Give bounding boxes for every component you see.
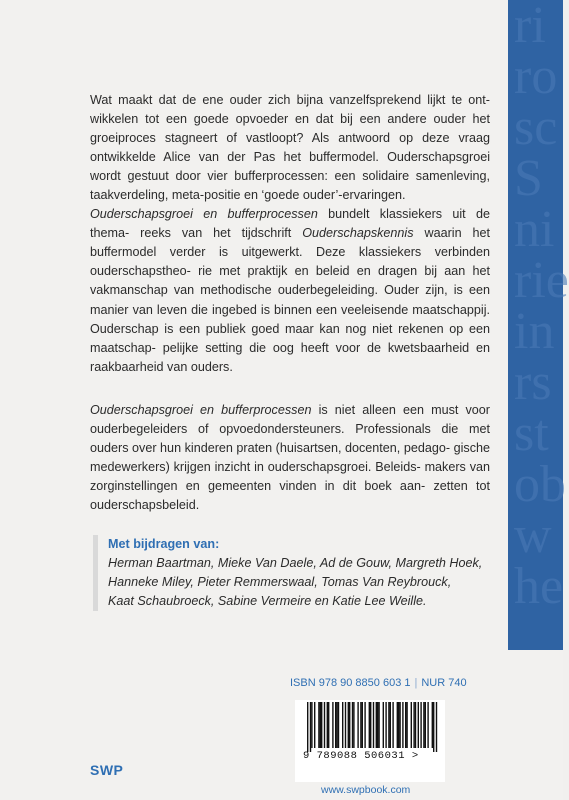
- barcode-bar: [423, 702, 424, 748]
- barcode-bar: [376, 702, 377, 748]
- barcode-bar: [398, 702, 399, 748]
- description-paragraph-2: Ouderschapsgroei en bufferprocessen is niet alleen een must voor ouderbegeleiders of opvoedondersteuners. Professionals die met ouders over hun kinderen praten (huisartsen, docenten, pedago- gische medewerkers) krijgen inzicht in ouderschapsgroei. Beleids- makers van zorginstellingen en gemeenten vinden in dit boek aan- zetten tot ouderschapsbeleid.: [90, 403, 491, 513]
- barcode-bar: [418, 702, 419, 748]
- contributors-line: Kaat Schaubroeck, Sabine Vermeire en Katie Lee Weille.: [108, 594, 427, 608]
- barcode-bar: [413, 702, 414, 748]
- barcode-bar: [420, 702, 421, 748]
- isbn-separator: |: [414, 677, 418, 689]
- barcode-bar: [338, 702, 339, 748]
- barcode-bar: [388, 702, 389, 748]
- contributors-line: Hanneke Miley, Pieter Remmerswaal, Tomas Van Reybrouck,: [108, 575, 452, 589]
- barcode-bar: [321, 702, 322, 748]
- barcode-bar: [399, 702, 400, 748]
- barcode-bar: [327, 702, 328, 748]
- book-title-italic: Ouderschapsgroei en bufferprocessen: [90, 403, 312, 417]
- barcode-bars: [303, 702, 453, 752]
- barcode-bar: [402, 702, 403, 748]
- barcode-bar: [328, 702, 329, 748]
- barcode-bar: [433, 702, 434, 752]
- barcode-bar: [385, 702, 386, 748]
- band-letters: ri ro sc S ni rie in rs st ob w he: [514, 0, 569, 615]
- barcode-bar: [378, 702, 379, 748]
- website-url: www.swpbook.com: [321, 784, 411, 796]
- isbn-line: [290, 677, 467, 689]
- barcode-bar: [415, 702, 416, 748]
- barcode-bar: [357, 702, 358, 748]
- barcode-bar: [377, 702, 378, 748]
- barcode-bar: [360, 702, 361, 748]
- barcode-bar: [307, 702, 308, 752]
- barcode-bar: [348, 702, 349, 748]
- barcode-bar: [345, 702, 346, 748]
- book-title-italic: Ouderschapsgroei en bufferprocessen: [90, 207, 318, 222]
- barcode-bar: [436, 702, 437, 752]
- barcode: [295, 700, 445, 782]
- publisher-logo: SWP: [90, 762, 124, 778]
- barcode-bar: [392, 702, 393, 748]
- barcode-bar: [373, 702, 374, 748]
- contributors-title: Met bijdragen van:: [108, 537, 220, 551]
- barcode-bar: [342, 702, 343, 748]
- barcode-bar: [370, 702, 371, 748]
- barcode-bar: [336, 702, 337, 748]
- contributors-line: Herman Baartman, Mieke Van Daele, Ad de Gouw, Margreth Hoek,: [108, 556, 483, 570]
- barcode-bar: [332, 702, 333, 748]
- barcode-bar: [320, 702, 321, 748]
- barcode-bar: [311, 702, 312, 748]
- isbn: ISBN 978 90 8850 603 1: [290, 677, 411, 689]
- barcode-bar: [318, 702, 319, 748]
- barcode-bar: [369, 702, 370, 748]
- barcode-number: 9 789088 506031 >: [303, 750, 419, 762]
- barcode-bar: [364, 702, 365, 748]
- barcode-bar: [324, 702, 325, 748]
- barcode-bar: [349, 702, 350, 748]
- barcode-bar: [362, 702, 363, 748]
- barcode-bar: [397, 702, 398, 748]
- barcode-bar: [335, 702, 336, 748]
- nur-code: NUR 740: [421, 677, 467, 689]
- description-paragraph-1: Wat maakt dat de ene ouder zich bijna vanzelfsprekend lijkt te ont- wikkelen tot een goede opvoeder en dat bij een andere ouder het groeiproces stagneert of vastloopt? Als antwoord op deze vraag ontwikkelde Alice van der Pas het buffermodel. Ouderschapsgroei wordt gestuut door vier bufferprocessen: een solidaire samenleving, taakverdeling, meta-positie en ‘goede ouder’-ervaringen. Ouderschapsgroei en bufferprocessen bundelt klassiekers uit de thema- reeks van het tijdschrift Ouderschapskennis waarin het buffermodel verder is uitgewerkt. Deze klassiekers verbinden ouderschapstheo- rie met praktijk en beleid en dragen bij aan het vakmanschap van methodische ouderbegeleiding. Ouder zijn, is een manier van leven die ingebed is binnen een veeleisende maatschappij. Ouderschap is een publiek goed maar kan nog niet rekenen op een maatschap- pelijke setting die oog heeft voor de kwetsbaarheid en raakbaarheid van ouders.: [90, 93, 491, 374]
- barcode-bar: [406, 702, 407, 748]
- barcode-bar: [352, 702, 353, 748]
- contributors-block: [93, 535, 528, 611]
- barcode-bar: [310, 702, 311, 752]
- barcode-bar: [314, 702, 315, 748]
- barcode-bar: [353, 702, 354, 748]
- barcode-bar: [405, 702, 406, 748]
- barcode-bar: [390, 702, 391, 748]
- barcode-bar: [432, 702, 433, 748]
- barcode-bar: [411, 702, 412, 748]
- journal-title-italic: Ouderschapskennis: [302, 226, 414, 241]
- barcode-bar: [425, 702, 426, 748]
- barcode-bar: [427, 702, 428, 748]
- barcode-bar: [383, 702, 384, 748]
